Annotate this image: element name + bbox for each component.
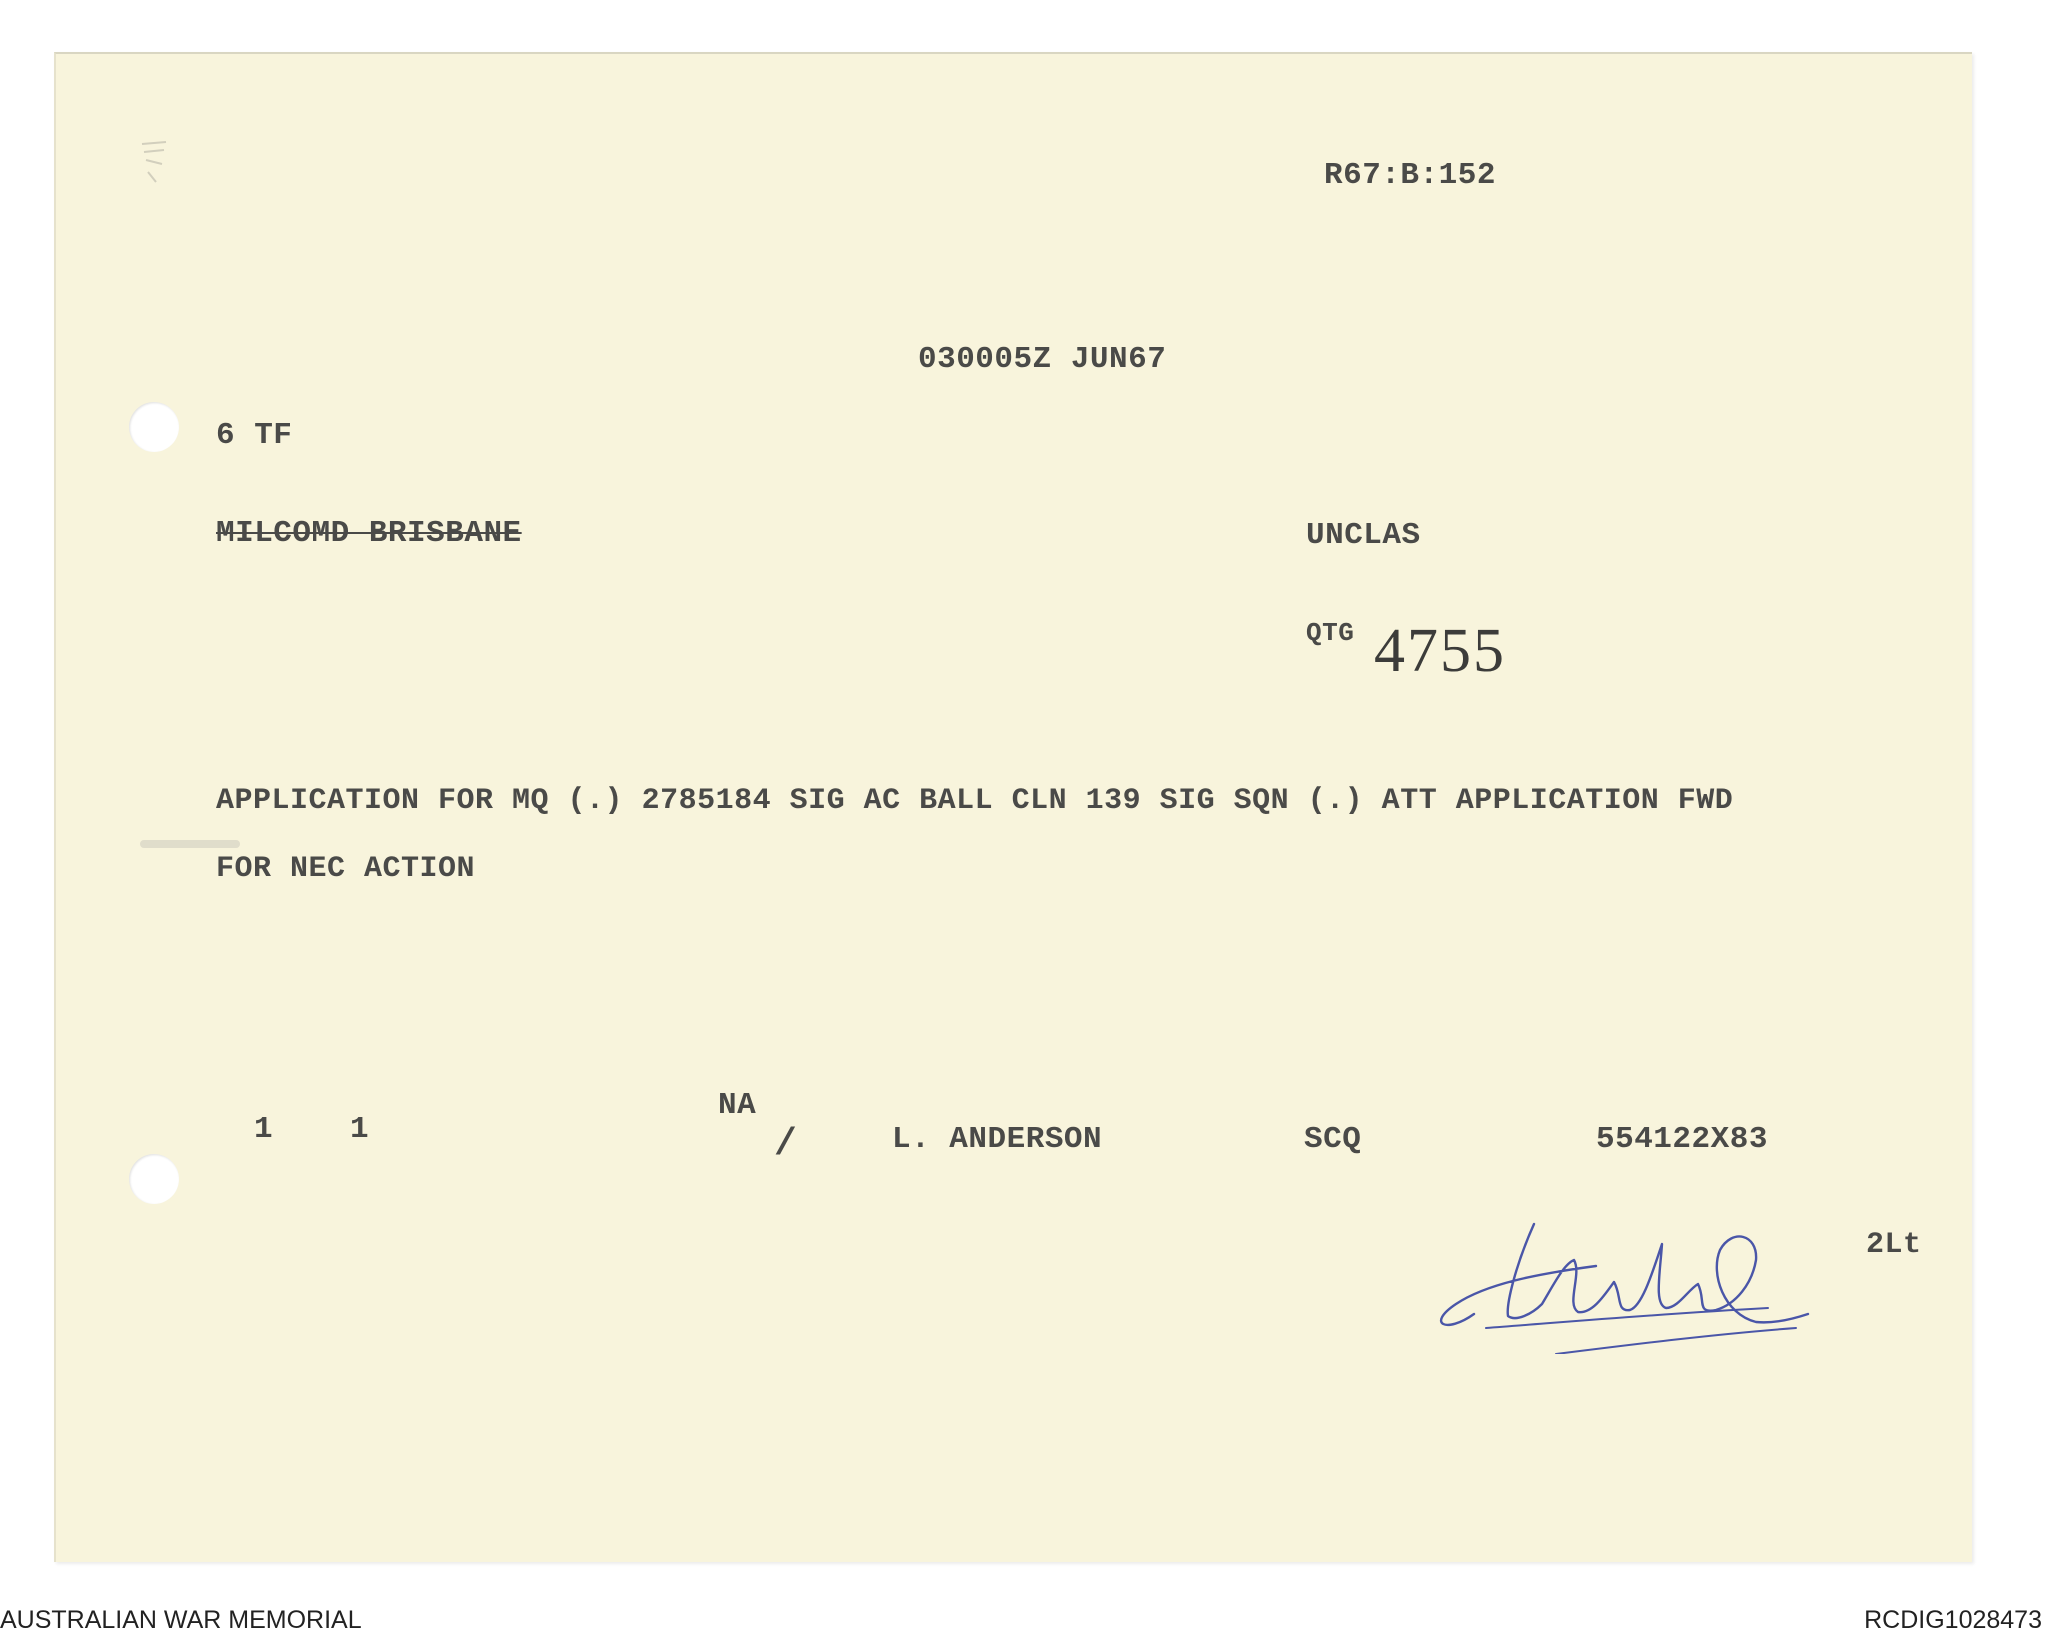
qtg-number: 4755	[1374, 617, 1506, 685]
na-marker: NA	[718, 1088, 757, 1123]
qtg-label: QTG	[1306, 618, 1355, 648]
document-sheet	[54, 52, 1972, 1562]
page-count-b: 1	[350, 1112, 370, 1147]
archive-caption-right: RCDIG1028473	[1864, 1606, 2042, 1634]
sender-name: L. ANDERSON	[892, 1122, 1103, 1157]
reference-number: R67:B:152	[1324, 158, 1496, 193]
page-count-a: 1	[254, 1112, 274, 1147]
message-body-line-2: FOR NEC ACTION	[216, 852, 476, 886]
archive-caption-left: AUSTRALIAN WAR MEMORIAL	[0, 1606, 362, 1634]
punch-hole-bottom	[129, 1154, 179, 1204]
rank: 2Lt	[1866, 1228, 1922, 1262]
classification: UNCLAS	[1306, 518, 1421, 553]
addressee-struck: MILCOMD BRISBANE	[216, 516, 522, 551]
punch-hole-top	[129, 402, 179, 452]
signature	[1416, 1204, 1876, 1354]
sender-phone: 554122X83	[1596, 1122, 1768, 1157]
pencil-mark	[136, 138, 176, 188]
message-body-line-1: APPLICATION FOR MQ (.) 2785184 SIG AC BALL CLN 139 SIG SQN (.) ATT APPLICATION FWD	[216, 784, 1734, 818]
slash-marker: /	[774, 1123, 798, 1166]
date-time-group: 030005Z JUN67	[918, 342, 1167, 377]
margin-smudge	[140, 840, 240, 848]
sender-unit: SCQ	[1304, 1122, 1362, 1157]
originator: 6 TF	[216, 418, 293, 453]
